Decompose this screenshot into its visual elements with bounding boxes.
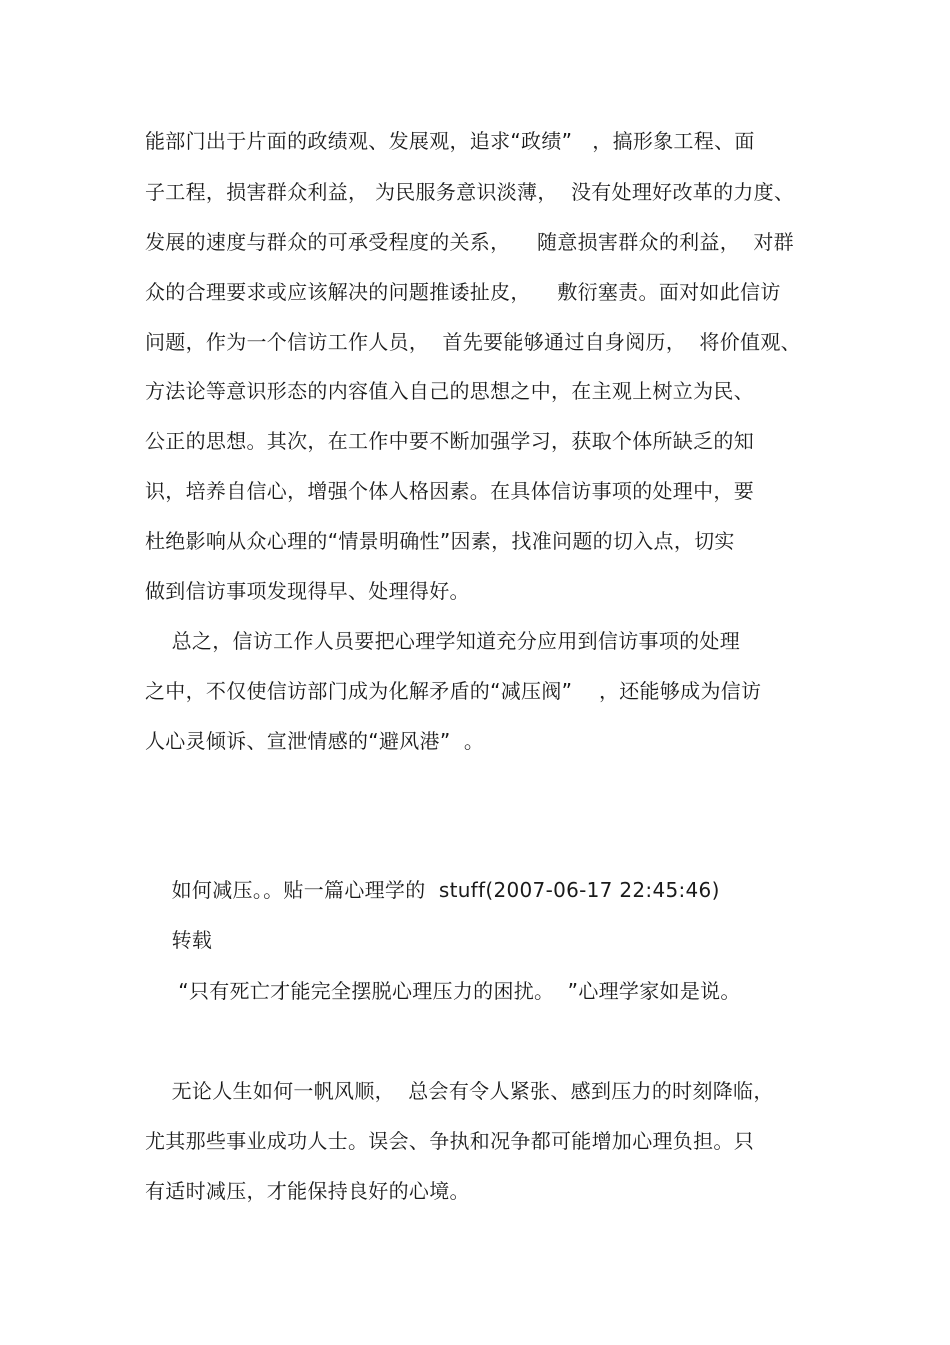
text-line: 众的合理要求或应该解决的问题推诿扯皮， 敷衍塞责。面对如此信访	[145, 280, 781, 304]
quote-line: “只有死亡才能完全摆脱心理压力的困扰。 ”心理学家如是说。	[145, 979, 741, 1003]
text-line: 能部门出于片面的政绩观、发展观，追求“政绩” ，搞形象工程、面	[145, 129, 755, 153]
text-line: 方法论等意识形态的内容值入自己的思想之中，在主观上树立为民、	[145, 379, 754, 403]
text-line: 公正的思想。其次，在工作中要不断加强学习，获取个体所缺乏的知	[145, 429, 754, 453]
text-line: 杜绝影响从众心理的“情景明确性”因素，找准问题的切入点，切实	[145, 529, 735, 553]
text-line: 之中，不仅使信访部门成为化解矛盾的“减压阀” ，还能够成为信访	[145, 679, 762, 703]
text-line: 总之，信访工作人员要把心理学知道充分应用到信访事项的处理	[145, 629, 741, 653]
post-title: 如何减压。。贴一篇心理学的 stuff(2007-06-17 22:45:46)	[145, 878, 720, 902]
text-line: 尤其那些事业成功人士。误会、争执和况争都可能增加心理负担。只	[145, 1129, 754, 1153]
text-line: 发展的速度与群众的可承受程度的关系， 随意损害群众的利益， 对群	[145, 230, 794, 254]
text-line: 子工程，损害群众利益， 为民服务意识淡薄， 没有处理好改革的力度、	[145, 180, 795, 204]
text-line: 有适时减压，才能保持良好的心境。	[145, 1179, 470, 1203]
text-line: 无论人生如何一帆风顺， 总会有令人紧张、感到压力的时刻降临，	[145, 1079, 774, 1103]
text-line: 问题，作为一个信访工作人员， 首先要能够通过自身阅历， 将价值观、	[145, 330, 801, 354]
repost-label: 转载	[145, 928, 213, 952]
text-line: 人心灵倾诉、宣泄情感的“避风港” 。	[145, 729, 485, 753]
text-line: 做到信访事项发现得早、处理得好。	[145, 579, 470, 603]
text-line: 识，培养自信心，增强个体人格因素。在具体信访事项的处理中，要	[145, 479, 754, 503]
